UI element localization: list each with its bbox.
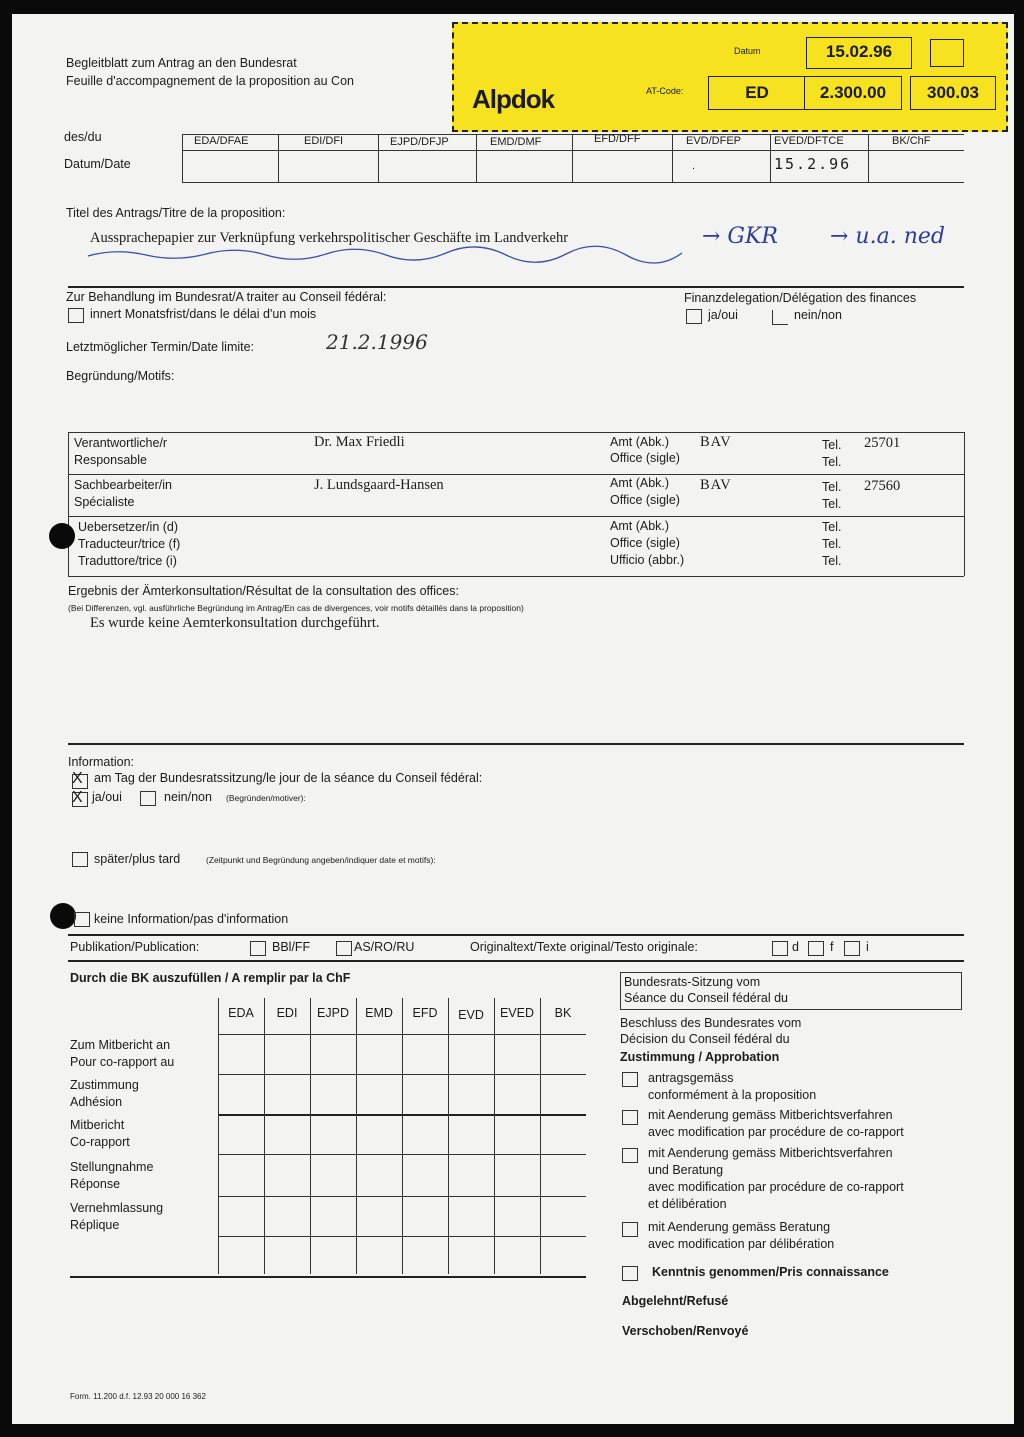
chf-col-ejpd: EJPD xyxy=(317,1006,349,1020)
title-value: Aussprachepapier zur Verknüpfung verkehrspolitischer Geschäfte im Landverkehr xyxy=(90,230,569,246)
opt4-de: mit Aenderung gemäss Beratung xyxy=(648,1220,831,1234)
specialist-tel: 27560 xyxy=(864,478,901,494)
finance-no-label: nein/non xyxy=(794,308,842,322)
punch-hole-top xyxy=(49,523,75,549)
translator-tel-1: Tel. xyxy=(822,520,842,534)
header-title-fr: Feuille d'accompagnement de la proposition au Con xyxy=(66,74,354,88)
monthly-label: innert Monatsfrist/dans le délai d'un mois xyxy=(90,307,317,321)
deadline-value: 21.2.1996 xyxy=(326,330,428,354)
beschluss-de: Beschluss des Bundesrates vom xyxy=(620,1016,802,1030)
publication-label: Publikation/Publication: xyxy=(70,940,200,954)
rejected-label: Abgelehnt/Refusé xyxy=(622,1294,729,1308)
punch-hole-bottom xyxy=(50,903,76,929)
finance-yes-checkbox[interactable] xyxy=(686,309,702,324)
chf-col-emd: EMD xyxy=(365,1006,393,1020)
responsible-office-de: Amt (Abk.) xyxy=(610,435,670,449)
orig-i-checkbox[interactable] xyxy=(844,941,860,956)
dept-col-bk: BK/ChF xyxy=(892,135,931,147)
specialist-tel-label-2: Tel. xyxy=(822,497,842,511)
specialist-role-de: Sachbearbeiter/in xyxy=(74,478,172,492)
responsible-office: BAV xyxy=(700,434,732,450)
datum-value: 15.02.96 xyxy=(806,37,912,69)
title-label: Titel des Antrags/Titre de la proposition: xyxy=(66,206,286,220)
alpdok-sticker xyxy=(452,22,1008,132)
specialist-tel-label: Tel. xyxy=(822,480,842,494)
postponed-label: Verschoben/Renvoyé xyxy=(622,1324,749,1338)
translator-fr: Traducteur/trice (f) xyxy=(78,537,181,551)
header-title-de: Begleitblatt zum Antrag an den Bundesrat xyxy=(66,56,297,70)
chf-col-eved: EVED xyxy=(499,1006,535,1020)
bbl-label: BBl/FF xyxy=(272,940,311,954)
responsible-tel: 25701 xyxy=(864,435,901,451)
opt2-checkbox[interactable] xyxy=(622,1110,638,1125)
consultation-note: (Bei Differenzen, vgl. ausführliche Begründung im Antrag/En cas de divergences, voir motifs détaillés dans la proposition) xyxy=(68,603,524,613)
code-number-a: 2.300.00 xyxy=(804,76,902,110)
specialist-office: BAV xyxy=(700,477,732,493)
responsible-tel-label-2: Tel. xyxy=(822,455,842,469)
deadline-label: Letztmöglicher Termin/Date limite: xyxy=(66,340,255,354)
no-info-checkbox[interactable] xyxy=(74,912,90,927)
translator-de: Uebersetzer/in (d) xyxy=(78,520,179,534)
information-label: Information: xyxy=(68,755,135,769)
finance-yes-label: ja/oui xyxy=(708,308,738,322)
chf-row-4-fr: Réponse xyxy=(70,1177,121,1191)
des-label: des/du xyxy=(64,130,102,144)
session-fr: Séance du Conseil fédéral du xyxy=(624,991,789,1005)
opt3-fr2: et délibération xyxy=(648,1197,727,1211)
orig-f-checkbox[interactable] xyxy=(808,941,824,956)
later-note: (Zeitpunkt und Begründung angeben/indiquer date et motifs): xyxy=(206,855,436,865)
noted-label: Kenntnis genommen/Pris connaissance xyxy=(652,1265,889,1279)
dept-col-evd: EVD/DFEP xyxy=(686,135,742,147)
dept-col-eved: EVED/DFTCE xyxy=(774,135,844,147)
chf-row-2-fr: Adhésion xyxy=(70,1095,123,1109)
orig-d-label: d xyxy=(792,940,799,954)
responsible-role-fr: Responsable xyxy=(74,453,147,467)
datum-date-label: Datum/Date xyxy=(64,157,131,171)
info-no-checkbox[interactable] xyxy=(140,791,156,806)
dept-col-eda: EDA/DFAE xyxy=(194,135,249,147)
info-no-note: (Begründen/motiver): xyxy=(226,793,306,803)
datum-empty-box xyxy=(930,39,964,67)
chf-row-5-de: Vernehmlassung xyxy=(70,1201,164,1215)
form-number: Form. 11.200 d.f. 12.93 20 000 16 362 xyxy=(70,1392,206,1401)
alpdok-logo: Alpdok xyxy=(472,84,555,114)
opt3-fr: avec modification par procédure de co-rapport xyxy=(648,1180,904,1194)
chf-col-bk: BK xyxy=(554,1006,572,1020)
chf-col-evd: EVD xyxy=(458,1008,484,1022)
chf-row-1-de: Zum Mitbericht an xyxy=(70,1038,171,1052)
opt2-de: mit Aenderung gemäss Mitberichtsverfahren xyxy=(648,1108,893,1122)
datum-label: Datum xyxy=(734,46,761,56)
responsible-name: Dr. Max Friedli xyxy=(314,434,405,450)
specialist-name: J. Lundsgaard-Hansen xyxy=(314,477,444,493)
translator-tel-3: Tel. xyxy=(822,554,842,568)
translator-ufficio: Ufficio (abbr.) xyxy=(610,553,685,567)
beschluss-fr: Décision du Conseil fédéral du xyxy=(620,1032,790,1046)
orig-d-checkbox[interactable] xyxy=(772,941,788,956)
translator-amt: Amt (Abk.) xyxy=(610,519,670,533)
dept-col-efd: EFD/DFF xyxy=(594,133,641,145)
opt4-fr: avec modification par délibération xyxy=(648,1237,835,1251)
chf-row-5-fr: Réplique xyxy=(70,1218,120,1232)
no-info-label: keine Information/pas d'information xyxy=(94,912,289,926)
info-yes-label: ja/oui xyxy=(92,790,122,804)
chf-row-2-de: Zustimmung xyxy=(70,1078,139,1092)
chf-row-4-de: Stellungnahme xyxy=(70,1160,154,1174)
chf-row-3-fr: Co-rapport xyxy=(70,1135,130,1149)
session-de: Bundesrats-Sitzung vom xyxy=(624,975,761,989)
orig-i-label: i xyxy=(866,940,869,954)
as-label: AS/RO/RU xyxy=(354,940,415,954)
opt1-de: antragsgemäss xyxy=(648,1071,734,1085)
dept-col-edi: EDI/DFI xyxy=(304,135,344,147)
opt3-de2: und Beratung xyxy=(648,1163,724,1177)
opt2-fr: avec modification par procédure de co-rapport xyxy=(648,1125,904,1139)
original-label: Originaltext/Texte original/Testo originale: xyxy=(470,940,698,954)
handwritten-note-1: → GKR xyxy=(702,224,779,249)
handwritten-underline xyxy=(86,242,686,264)
opt1-fr: conformément à la proposition xyxy=(648,1088,817,1102)
reason-label: Begründung/Motifs: xyxy=(66,369,175,383)
consultation-value: Es wurde keine Aemterkonsultation durchgeführt. xyxy=(90,615,380,631)
approval-heading: Zustimmung / Approbation xyxy=(620,1050,780,1064)
chf-title: Durch die BK auszufüllen / A remplir par la ChF xyxy=(70,971,351,985)
dept-col-ejpd: EJPD/DFJP xyxy=(390,136,449,148)
specialist-role-fr: Spécialiste xyxy=(74,495,135,509)
responsible-tel-label: Tel. xyxy=(822,438,842,452)
same-day-mark: X xyxy=(72,770,83,787)
treatment-label: Zur Behandlung im Bundesrat/A traiter au Conseil fédéral: xyxy=(66,290,387,304)
responsible-office-fr: Office (sigle) xyxy=(610,451,680,465)
eved-date: 15.2.96 xyxy=(774,155,852,173)
later-checkbox[interactable] xyxy=(72,852,88,867)
orig-f-label: f xyxy=(830,940,834,954)
chf-col-eda: EDA xyxy=(228,1006,254,1020)
opt1-checkbox[interactable] xyxy=(622,1072,638,1087)
code-value: ED xyxy=(708,76,806,110)
responsible-role-de: Verantwortliche/r xyxy=(74,436,168,450)
bbl-checkbox[interactable] xyxy=(250,941,266,956)
opt3-de: mit Aenderung gemäss Mitberichtsverfahren xyxy=(648,1146,893,1160)
info-yes-mark: X xyxy=(72,789,83,806)
consultation-label: Ergebnis der Ämterkonsultation/Résultat de la consultation des offices: xyxy=(68,584,459,598)
dept-col-emd: EMD/DMF xyxy=(490,136,542,148)
later-label: später/plus tard xyxy=(94,852,181,866)
specialist-office-fr: Office (sigle) xyxy=(610,493,680,507)
finance-label: Finanzdelegation/Délégation des finances xyxy=(684,291,917,305)
info-no-label: nein/non xyxy=(164,790,212,804)
chf-row-3-de: Mitbericht xyxy=(70,1118,125,1132)
form-page xyxy=(12,14,1014,1424)
noted-checkbox[interactable] xyxy=(622,1266,638,1281)
chf-col-edi: EDI xyxy=(276,1006,298,1020)
code-number-b: 300.03 xyxy=(910,76,996,110)
specialist-office-de: Amt (Abk.) xyxy=(610,476,670,490)
same-day-label: am Tag der Bundesratssitzung/le jour de la séance du Conseil fédéral: xyxy=(94,771,483,785)
code-label: AT-Code: xyxy=(646,86,684,96)
opt3-checkbox[interactable] xyxy=(622,1148,638,1163)
chf-row-1-fr: Pour co-rapport au xyxy=(70,1055,175,1069)
chf-col-efd: EFD xyxy=(412,1006,438,1020)
translator-tel-2: Tel. xyxy=(822,537,842,551)
monthly-checkbox[interactable] xyxy=(68,308,84,323)
as-checkbox[interactable] xyxy=(336,941,352,956)
evd-date-mark: . xyxy=(692,160,696,172)
opt4-checkbox[interactable] xyxy=(622,1222,638,1237)
handwritten-note-2: → u.a. ned xyxy=(830,224,945,249)
translator-it: Traduttore/trice (i) xyxy=(78,554,177,568)
translator-office: Office (sigle) xyxy=(610,536,680,550)
